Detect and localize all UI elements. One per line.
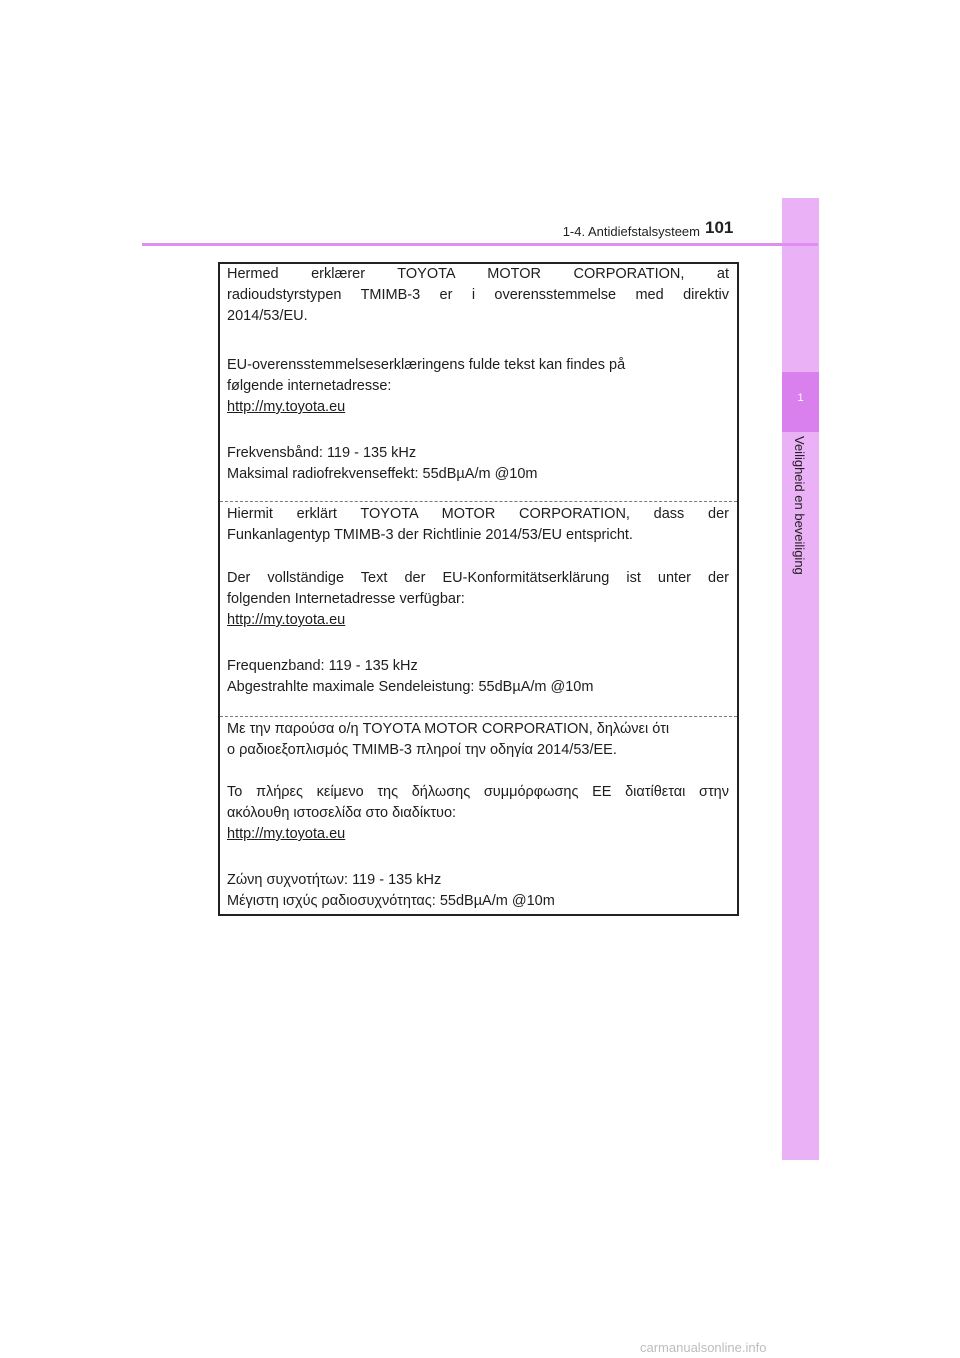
- declaration-block-el: [220, 719, 737, 916]
- intro-paragraph: [227, 719, 729, 761]
- fulltext-line: folgenden Internetadresse verfügbar:: [227, 591, 465, 607]
- chapter-title: Veiligheid en beveiliging: [792, 436, 807, 575]
- max-power: Maksimal radiofrekvenseffekt: 55dBµA/m @10m: [227, 466, 538, 482]
- max-power: Abgestrahlte maximale Sendeleistung: 55dBµA/m @10m: [227, 679, 594, 695]
- declaration-link[interactable]: http://my.toyota.eu: [227, 399, 346, 415]
- fulltext-paragraph: [227, 355, 729, 418]
- intro-line: Funkanlagentyp TMIMB-3 der Richtlinie 2014/53/EU entspricht.: [227, 527, 633, 543]
- fulltext-paragraph: [227, 782, 729, 845]
- intro-line: radioudstyrstypen TMIMB-3 er i overensstemmelse med direktiv: [227, 287, 729, 303]
- chapter-side-tab: [782, 198, 819, 1160]
- frequency-band: Frekvensbånd: 119 - 135 kHz: [227, 445, 417, 461]
- intro-paragraph: [227, 504, 729, 546]
- declaration-block-de: [220, 504, 737, 716]
- declaration-block-da: [220, 264, 737, 500]
- fulltext-line: følgende internetadresse:: [227, 378, 392, 394]
- specs-paragraph: [227, 443, 729, 485]
- fulltext-paragraph: [227, 568, 729, 631]
- intro-line: Με την παρούσα ο/η TOYOTA MOTOR CORPORATION, δηλώνει ότι: [227, 721, 670, 737]
- frequency-band: Ζώνη συχνοτήτων: 119 - 135 kHz: [227, 872, 442, 888]
- fulltext-line: Der vollständige Text der EU-Konformitätserklärung ist unter der: [227, 570, 729, 586]
- page-number: 101: [705, 218, 734, 237]
- watermark: carmanualsonline.info: [640, 1340, 767, 1355]
- chapter-number: 1: [797, 392, 804, 404]
- frequency-band: Frequenzband: 119 - 135 kHz: [227, 658, 418, 674]
- fulltext-line: EU-overensstemmelseserklæringens fulde tekst kan findes på: [227, 357, 626, 373]
- block-divider: [220, 501, 737, 502]
- fulltext-line: Το πλήρες κείμενο της δήλωσης συμμόρφωσης ΕΕ διατίθεται στην: [227, 784, 729, 800]
- fulltext-line: ακόλουθη ιστοσελίδα στο διαδίκτυο:: [227, 805, 457, 821]
- intro-line: 2014/53/EU.: [227, 308, 308, 324]
- declaration-link[interactable]: http://my.toyota.eu: [227, 826, 346, 842]
- section-title: 1-4. Antidiefstalsysteem: [562, 224, 700, 239]
- intro-line: ο ραδιοεξοπλισμός TMIMB-3 πληροί την οδηγία 2014/53/ΕΕ.: [227, 742, 617, 758]
- block-divider: [220, 716, 737, 717]
- declaration-link[interactable]: http://my.toyota.eu: [227, 612, 346, 628]
- intro-line: Hiermit erklärt TOYOTA MOTOR CORPORATION, dass der: [227, 506, 729, 522]
- declaration-box: [218, 262, 739, 916]
- specs-paragraph: [227, 870, 729, 912]
- max-power: Μέγιστη ισχύς ραδιοσυχνότητας: 55dBµA/m @10m: [227, 893, 555, 909]
- intro-paragraph: [227, 264, 729, 327]
- specs-paragraph: [227, 656, 729, 698]
- intro-line: Hermed erklærer TOYOTA MOTOR CORPORATION, at: [227, 266, 729, 282]
- header-rule: [142, 243, 818, 246]
